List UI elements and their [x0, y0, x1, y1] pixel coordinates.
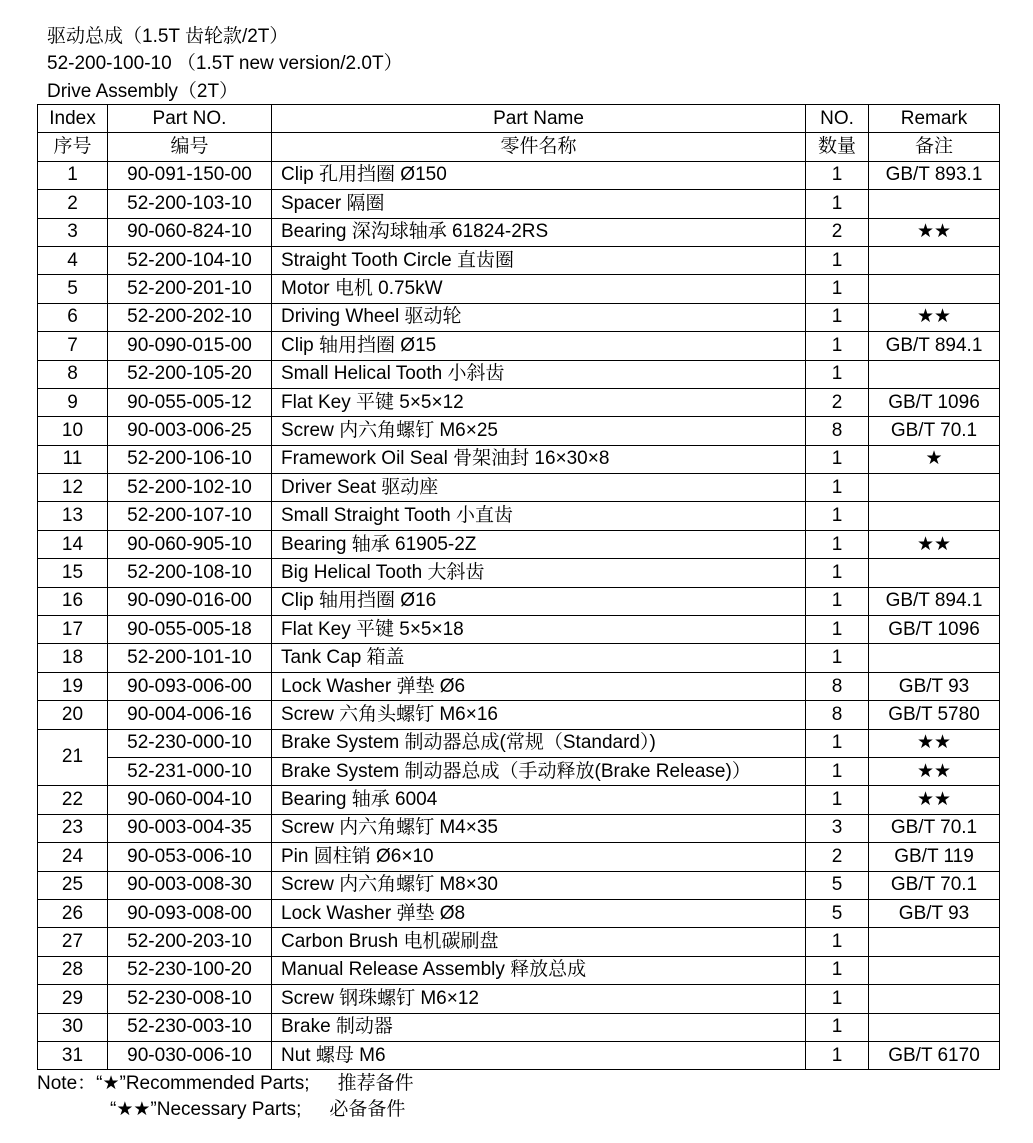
- table-row: [38, 530, 1000, 558]
- row-part-name: Spacer 隔圈: [272, 190, 806, 218]
- row-part-name: Manual Release Assembly 释放总成: [272, 956, 806, 984]
- row-remark: [869, 928, 1000, 956]
- row-qty: 1: [806, 985, 869, 1013]
- row-part-name: Big Helical Tooth 大斜齿: [272, 559, 806, 587]
- row-part-no: 90-093-008-00: [108, 899, 272, 927]
- title-cn: 驱动总成（1.5T 齿轮款/2T）: [47, 26, 289, 47]
- row-part-no: 52-200-105-20: [108, 360, 272, 388]
- note-recommended-en: Recommended Parts;: [125, 1073, 310, 1094]
- note-necessary-en: Necessary Parts;: [156, 1099, 302, 1120]
- row-index: 6: [38, 303, 108, 331]
- row-part-no: 90-030-006-10: [108, 1041, 272, 1069]
- row-remark: [869, 985, 1000, 1013]
- header-row-cn: [38, 133, 1000, 161]
- row-remark: [869, 246, 1000, 274]
- row-index: 29: [38, 985, 108, 1013]
- row-part-no: 90-003-006-25: [108, 417, 272, 445]
- title-part-number: 52-200-100-10 （1.5T new version/2.0T）: [47, 53, 403, 74]
- row-index: 17: [38, 616, 108, 644]
- row-part-no: 52-230-003-10: [108, 1013, 272, 1041]
- row-part-name: Small Helical Tooth 小斜齿: [272, 360, 806, 388]
- table-row: [38, 1013, 1000, 1041]
- row-remark: ★★: [869, 757, 1000, 785]
- row-remark: [869, 644, 1000, 672]
- row-qty: 8: [806, 701, 869, 729]
- table-row: [38, 644, 1000, 672]
- row-index: 20: [38, 701, 108, 729]
- row-remark: GB/T 894.1: [869, 332, 1000, 360]
- row-remark: GB/T 70.1: [869, 871, 1000, 899]
- header-row-en: [38, 105, 1000, 133]
- row-remark: [869, 502, 1000, 530]
- row-remark: GB/T 119: [869, 843, 1000, 871]
- row-index: 21: [38, 729, 108, 786]
- row-part-no: 52-200-101-10: [108, 644, 272, 672]
- table-row: [38, 928, 1000, 956]
- row-part-no: 90-060-004-10: [108, 786, 272, 814]
- row-qty: 1: [806, 502, 869, 530]
- row-qty: 1: [806, 956, 869, 984]
- row-qty: 1: [806, 757, 869, 785]
- row-qty: 1: [806, 644, 869, 672]
- row-remark: [869, 275, 1000, 303]
- row-part-no: 52-200-107-10: [108, 502, 272, 530]
- table-row: [38, 332, 1000, 360]
- col-header-index: Index: [38, 105, 108, 133]
- row-remark: ★★: [869, 530, 1000, 558]
- row-part-name: Clip 轴用挡圈 Ø16: [272, 587, 806, 615]
- table-row: [38, 303, 1000, 331]
- row-qty: 5: [806, 871, 869, 899]
- row-qty: 8: [806, 672, 869, 700]
- row-qty: 1: [806, 1013, 869, 1041]
- row-remark: ★★: [869, 729, 1000, 757]
- row-part-no: 90-091-150-00: [108, 161, 272, 189]
- row-qty: 3: [806, 814, 869, 842]
- row-remark: [869, 190, 1000, 218]
- row-part-no: 52-200-108-10: [108, 559, 272, 587]
- row-index: 10: [38, 417, 108, 445]
- row-part-name: Tank Cap 箱盖: [272, 644, 806, 672]
- table-row: [38, 814, 1000, 842]
- row-part-name: Brake System 制动器总成（手动释放(Brake Release)）: [272, 757, 806, 785]
- table-row: [38, 786, 1000, 814]
- row-part-no: 52-200-103-10: [108, 190, 272, 218]
- row-part-no: 90-060-905-10: [108, 530, 272, 558]
- row-qty: 1: [806, 559, 869, 587]
- row-qty: 1: [806, 1041, 869, 1069]
- table-row: [38, 218, 1000, 246]
- row-index: 31: [38, 1041, 108, 1069]
- row-qty: 1: [806, 530, 869, 558]
- row-qty: 1: [806, 786, 869, 814]
- row-qty: 1: [806, 161, 869, 189]
- row-remark: GB/T 70.1: [869, 417, 1000, 445]
- table-row: [38, 246, 1000, 274]
- row-qty: 1: [806, 190, 869, 218]
- title-en: Drive Assembly（2T）: [47, 81, 239, 102]
- note-recommended: [37, 1071, 414, 1097]
- row-part-no: 90-093-006-00: [108, 672, 272, 700]
- row-remark: ★: [869, 445, 1000, 473]
- table-row: [38, 729, 1000, 757]
- row-index: 23: [38, 814, 108, 842]
- row-part-no: 90-004-006-16: [108, 701, 272, 729]
- row-part-no: 52-200-202-10: [108, 303, 272, 331]
- row-part-no: 52-200-106-10: [108, 445, 272, 473]
- row-part-name: Brake System 制动器总成(常规（Standard）): [272, 729, 806, 757]
- row-part-name: Driver Seat 驱动座: [272, 474, 806, 502]
- table-row: [38, 559, 1000, 587]
- parts-table: [37, 104, 1000, 1070]
- table-row: [38, 275, 1000, 303]
- row-index: 25: [38, 871, 108, 899]
- row-part-no: 52-200-203-10: [108, 928, 272, 956]
- row-part-name: Bearing 深沟球轴承 61824-2RS: [272, 218, 806, 246]
- row-part-no: 90-060-824-10: [108, 218, 272, 246]
- table-row: [38, 360, 1000, 388]
- row-part-name: Clip 孔用挡圈 Ø150: [272, 161, 806, 189]
- row-part-no: 90-090-015-00: [108, 332, 272, 360]
- row-index: 19: [38, 672, 108, 700]
- row-qty: 1: [806, 928, 869, 956]
- row-remark: [869, 474, 1000, 502]
- table-row: [38, 190, 1000, 218]
- row-remark: GB/T 93: [869, 899, 1000, 927]
- row-part-no: 52-230-000-10: [108, 729, 272, 757]
- table-row: [38, 616, 1000, 644]
- row-index: 28: [38, 956, 108, 984]
- row-remark: GB/T 1096: [869, 388, 1000, 416]
- row-index: 11: [38, 445, 108, 473]
- row-qty: 8: [806, 417, 869, 445]
- row-remark: ★★: [869, 786, 1000, 814]
- row-part-name: Lock Washer 弹垫 Ø8: [272, 899, 806, 927]
- table-row: [38, 985, 1000, 1013]
- note-prefix: Note：: [37, 1073, 97, 1094]
- table-row: [38, 161, 1000, 189]
- row-part-name: Framework Oil Seal 骨架油封 16×30×8: [272, 445, 806, 473]
- table-row: [38, 502, 1000, 530]
- row-part-name: Driving Wheel 驱动轮: [272, 303, 806, 331]
- row-part-no: 90-055-005-12: [108, 388, 272, 416]
- row-part-name: Bearing 轴承 6004: [272, 786, 806, 814]
- row-remark: GB/T 894.1: [869, 587, 1000, 615]
- row-qty: 1: [806, 616, 869, 644]
- table-row: [38, 388, 1000, 416]
- table-row: [38, 672, 1000, 700]
- row-index: 22: [38, 786, 108, 814]
- row-index: 12: [38, 474, 108, 502]
- row-index: 18: [38, 644, 108, 672]
- row-remark: GB/T 6170: [869, 1041, 1000, 1069]
- row-part-name: Brake 制动器: [272, 1013, 806, 1041]
- row-part-no: 52-230-008-10: [108, 985, 272, 1013]
- parts-table-body: [38, 105, 1000, 1070]
- row-part-no: 90-090-016-00: [108, 587, 272, 615]
- row-remark: ★★: [869, 303, 1000, 331]
- row-part-name: Small Straight Tooth 小直齿: [272, 502, 806, 530]
- col-header-part-no-cn: 编号: [108, 133, 272, 161]
- row-index: 1: [38, 161, 108, 189]
- row-part-name: Motor 电机 0.75kW: [272, 275, 806, 303]
- row-remark: GB/T 1096: [869, 616, 1000, 644]
- row-index: 16: [38, 587, 108, 615]
- row-part-name: Screw 六角头螺钉 M6×16: [272, 701, 806, 729]
- table-row: [38, 701, 1000, 729]
- row-qty: 5: [806, 899, 869, 927]
- row-part-name: Flat Key 平键 5×5×18: [272, 616, 806, 644]
- table-row: [38, 1041, 1000, 1069]
- row-part-name: Screw 内六角螺钉 M8×30: [272, 871, 806, 899]
- table-row: [38, 843, 1000, 871]
- row-part-name: Pin 圆柱销 Ø6×10: [272, 843, 806, 871]
- row-part-name: Clip 轴用挡圈 Ø15: [272, 332, 806, 360]
- row-index: 27: [38, 928, 108, 956]
- row-part-name: Screw 内六角螺钉 M4×35: [272, 814, 806, 842]
- row-qty: 2: [806, 388, 869, 416]
- row-part-no: 90-003-008-30: [108, 871, 272, 899]
- row-remark: GB/T 5780: [869, 701, 1000, 729]
- col-header-qty: NO.: [806, 105, 869, 133]
- row-part-no: 52-231-000-10: [108, 757, 272, 785]
- row-index: 14: [38, 530, 108, 558]
- row-remark: [869, 1013, 1000, 1041]
- col-header-qty-cn: 数量: [806, 133, 869, 161]
- row-index: 15: [38, 559, 108, 587]
- table-row: [38, 956, 1000, 984]
- row-part-no: 90-055-005-18: [108, 616, 272, 644]
- col-header-remark: Remark: [869, 105, 1000, 133]
- row-part-no: 90-003-004-35: [108, 814, 272, 842]
- row-part-name: Straight Tooth Circle 直齿圈: [272, 246, 806, 274]
- row-index: 7: [38, 332, 108, 360]
- col-header-index-cn: 序号: [38, 133, 108, 161]
- row-index: 24: [38, 843, 108, 871]
- row-qty: 1: [806, 360, 869, 388]
- row-part-name: Nut 螺母 M6: [272, 1041, 806, 1069]
- row-qty: 1: [806, 332, 869, 360]
- row-qty: 2: [806, 218, 869, 246]
- row-index: 2: [38, 190, 108, 218]
- row-index: 5: [38, 275, 108, 303]
- col-header-remark-cn: 备注: [869, 133, 1000, 161]
- row-part-name: Bearing 轴承 61905-2Z: [272, 530, 806, 558]
- row-remark: [869, 956, 1000, 984]
- table-row: [38, 871, 1000, 899]
- row-index: 8: [38, 360, 108, 388]
- row-remark: [869, 559, 1000, 587]
- row-remark: [869, 360, 1000, 388]
- table-row: [38, 899, 1000, 927]
- row-part-no: 90-053-006-10: [108, 843, 272, 871]
- col-header-part-no: Part NO.: [108, 105, 272, 133]
- row-qty: 1: [806, 303, 869, 331]
- row-remark: GB/T 93: [869, 672, 1000, 700]
- note-necessary-cn: 必备备件: [329, 1099, 406, 1120]
- table-row: [38, 757, 1000, 785]
- row-index: 26: [38, 899, 108, 927]
- row-part-name: Screw 钢珠螺钉 M6×12: [272, 985, 806, 1013]
- row-part-no: 52-200-102-10: [108, 474, 272, 502]
- row-part-no: 52-200-201-10: [108, 275, 272, 303]
- note-recommended-cn: 推荐备件: [337, 1073, 414, 1094]
- table-row: [38, 417, 1000, 445]
- row-qty: 1: [806, 474, 869, 502]
- row-index: 4: [38, 246, 108, 274]
- note-necessary: [110, 1097, 405, 1123]
- row-part-no: 52-200-104-10: [108, 246, 272, 274]
- row-part-name: Flat Key 平键 5×5×12: [272, 388, 806, 416]
- note-double-star-mark: “★★”: [110, 1099, 157, 1120]
- row-index: 9: [38, 388, 108, 416]
- row-index: 3: [38, 218, 108, 246]
- row-part-no: 52-230-100-20: [108, 956, 272, 984]
- table-row: [38, 587, 1000, 615]
- row-part-name: Carbon Brush 电机碳刷盘: [272, 928, 806, 956]
- col-header-part-name: Part Name: [272, 105, 806, 133]
- table-row: [38, 445, 1000, 473]
- row-remark: GB/T 893.1: [869, 161, 1000, 189]
- note-star-mark: “★”: [96, 1073, 126, 1094]
- row-qty: 1: [806, 275, 869, 303]
- row-qty: 1: [806, 729, 869, 757]
- row-qty: 2: [806, 843, 869, 871]
- row-remark: ★★: [869, 218, 1000, 246]
- row-qty: 1: [806, 246, 869, 274]
- row-index: 13: [38, 502, 108, 530]
- row-remark: GB/T 70.1: [869, 814, 1000, 842]
- col-header-part-name-cn: 零件名称: [272, 133, 806, 161]
- table-row: [38, 474, 1000, 502]
- row-index: 30: [38, 1013, 108, 1041]
- row-qty: 1: [806, 587, 869, 615]
- row-part-name: Lock Washer 弹垫 Ø6: [272, 672, 806, 700]
- row-qty: 1: [806, 445, 869, 473]
- row-part-name: Screw 内六角螺钉 M6×25: [272, 417, 806, 445]
